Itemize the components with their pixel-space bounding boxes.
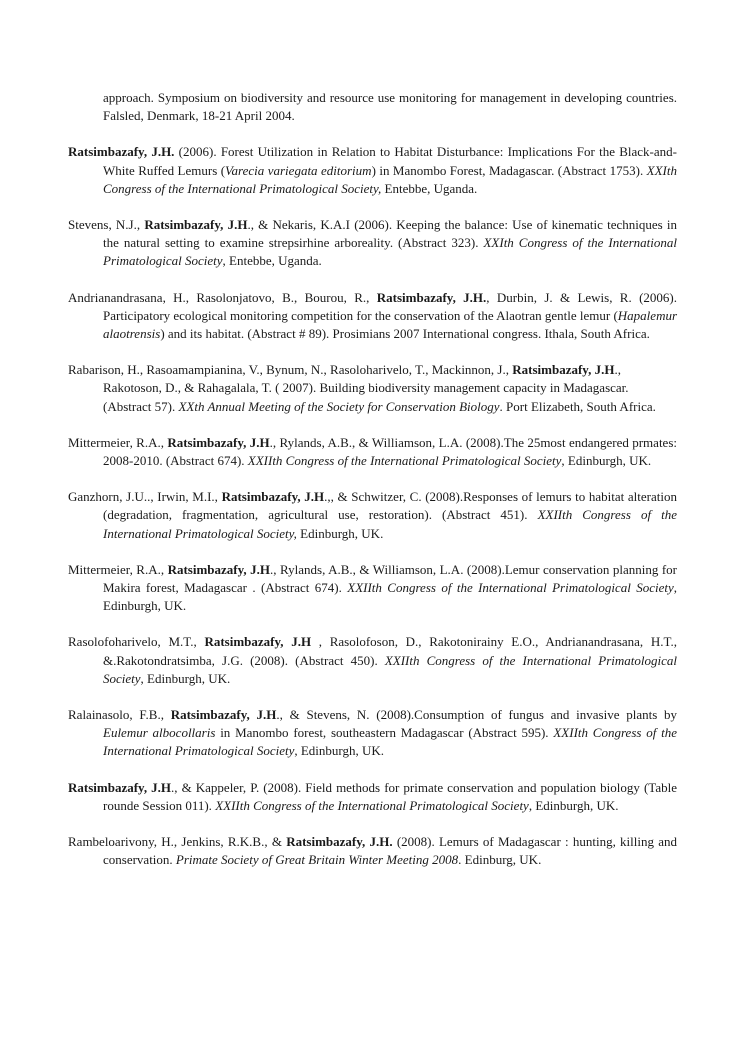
reference-text: Mittermeier, R.A., (68, 561, 168, 577)
reference-entry (68, 488, 677, 543)
reference-entry (68, 633, 677, 688)
reference-text: ) and its habitat. (Abstract # 89). Prosimians 2007 International congress. Ithala, South Africa. (160, 326, 650, 342)
italic-text: XXIth Congress of the International Primatological Society (103, 235, 677, 269)
italic-text: XXIIth Congress of the International Primatological Society (103, 652, 677, 686)
author-highlight: Ratsimbazafy, J.H (204, 634, 312, 650)
reference-text: ., Rylands, A.B., & Williamson, L.A. (2008).The 25most endangered prmates: 2008-2010. (Abstract 674). (103, 434, 677, 469)
reference-text: (2006). Forest Utilization in Relation to Habitat Disturbance: Implications For the Black-and-White Ruffed Lemurs ( (103, 144, 677, 178)
author-highlight: Ratsimbazafy, J.H (221, 489, 325, 505)
reference-text: , Edinburgh, UK. (294, 743, 385, 759)
reference-text: , Rasolofoson, D., Rakotonirainy E.O., Andrianandrasana, H.T., &.Rakotondratsimba, J.G. (2008). (Abstract 450). (103, 634, 677, 668)
author-highlight: Ratsimbazafy, J.H. (68, 144, 175, 160)
author-highlight: Ratsimbazafy, J.H (167, 434, 270, 450)
reference-text: ., Rylands, A.B., & Williamson, L.A. (2008).Lemur conservation planning for Makira forest, Madagascar . (Abstract 674). (103, 561, 677, 596)
italic-text: XXIIth Congress of the International Primatological Society (347, 580, 674, 596)
reference-entry (68, 561, 677, 616)
reference-entry (68, 434, 677, 470)
italic-text: XXth Annual Meeting of the Society for Conservation Biology (178, 398, 500, 414)
reference-text: ) in Manombo Forest, Madagascar. (Abstract 1753). (371, 162, 647, 178)
reference-text: ., & Kappeler, P. (2008). Field methods for primate conservation and population biology (Table rounde Session 011). (103, 779, 677, 813)
italic-text: Hapalemur alaotrensis (103, 307, 678, 342)
reference-text: ., Rakotoson, D., & Rahagalala, T. ( 2007). Building biodiversity management capacity in Madagascar. (Abstract 57). (103, 362, 629, 414)
reference-entry (68, 216, 677, 271)
italic-text: Eulemur albocollaris (103, 725, 216, 741)
italic-text: XXIIth Congress of the International Primatological Society (103, 725, 678, 759)
reference-text: Stevens, N.J., (68, 217, 145, 233)
reference-entry (68, 361, 677, 416)
reference-continuation (68, 89, 677, 125)
author-highlight: Ratsimbazafy, J.H. (376, 289, 487, 305)
author-highlight: Ratsimbazafy, J.H (512, 362, 615, 378)
reference-text: Edinburgh, UK. (296, 525, 384, 541)
reference-text: approach. Symposium on biodiversity and resource use monitoring for management in developing countries. Falsled, Denmark, 18-21 April 2004. (103, 90, 677, 124)
italic-text: Primate Society of Great Britain Winter Meeting 2008 (175, 852, 459, 868)
italic-text: XXIIth Congress of the International Primatological Society, (103, 507, 677, 541)
reference-entry (68, 779, 677, 815)
author-highlight: Ratsimbazafy, J.H (170, 707, 277, 723)
reference-text: . Edinburg, UK. (458, 852, 542, 868)
reference-entry (68, 289, 677, 344)
italic-text: XXIIth Congress of the International Primatological Society (215, 797, 529, 813)
author-highlight: Ratsimbazafy, J.H. (286, 834, 393, 850)
reference-entry (68, 833, 677, 869)
reference-text: , Durbin, J. & Lewis, R. (2006). Participatory ecological monitoring competition for the conservation of the Alaotran gentle lemur ( (103, 289, 677, 323)
italic-text: Varecia variegata editorium (225, 162, 372, 178)
reference-text: . Port Elizabeth, South Africa. (499, 398, 656, 414)
author-highlight: Ratsimbazafy, J.H (167, 561, 271, 577)
reference-text: Mittermeier, R.A., (68, 434, 168, 450)
reference-text: Ganzhorn, J.U.., Irwin, M.I., (68, 489, 222, 505)
reference-entry (68, 706, 677, 761)
author-highlight: Ratsimbazafy, J.H (68, 779, 172, 795)
reference-list (68, 89, 677, 888)
italic-text: XXIIth Congress of the International Primatological Society (247, 453, 562, 469)
reference-text: Rambeloarivony, H., Jenkins, R.K.B., & (68, 834, 287, 850)
reference-text: Entebbe, Uganda. (381, 180, 478, 196)
reference-text: .,, & Schwitzer, C. (2008).Responses of lemurs to habitat alteration (degradation, fragmentation, agricultural use, restoration). (Abstract 451). (103, 489, 677, 523)
reference-text: in Manombo forest, southeastern Madagascar (Abstract 595). (215, 725, 554, 741)
reference-text: (2008). Lemurs of Madagascar : hunting, killing and conservation. (103, 834, 677, 868)
reference-text: , Edinburgh, UK. (140, 670, 231, 686)
reference-entry (68, 143, 677, 198)
reference-text: Andrianandrasana, H., Rasolonjatovo, B., Bourou, R., (68, 289, 377, 305)
italic-text: XXIth Congress of the International Primatological Society, (103, 162, 677, 196)
author-highlight: Ratsimbazafy, J.H (144, 217, 248, 233)
reference-text: , Entebbe, Uganda. (222, 253, 322, 269)
reference-text: , Edinburgh, UK. (561, 453, 652, 469)
reference-text: , Edinburgh, UK. (528, 797, 619, 813)
reference-text: , Edinburgh, UK. (103, 580, 677, 614)
reference-text: Rasolofoharivelo, M.T., (68, 634, 205, 650)
reference-text: ., & Nekaris, K.A.I (2006). Keeping the balance: Use of kinematic techniques in the natural setting to examine strepsirhine arboreality. (Abstract 323). (103, 217, 677, 251)
reference-text: ., & Stevens, N. (2008).Consumption of fungus and invasive plants by (276, 707, 677, 723)
reference-text: Ralainasolo, F.B., (68, 707, 171, 723)
reference-text: Rabarison, H., Rasoamampianina, V., Bynum, N., Rasoloharivelo, T., Mackinnon, J., (68, 362, 513, 378)
